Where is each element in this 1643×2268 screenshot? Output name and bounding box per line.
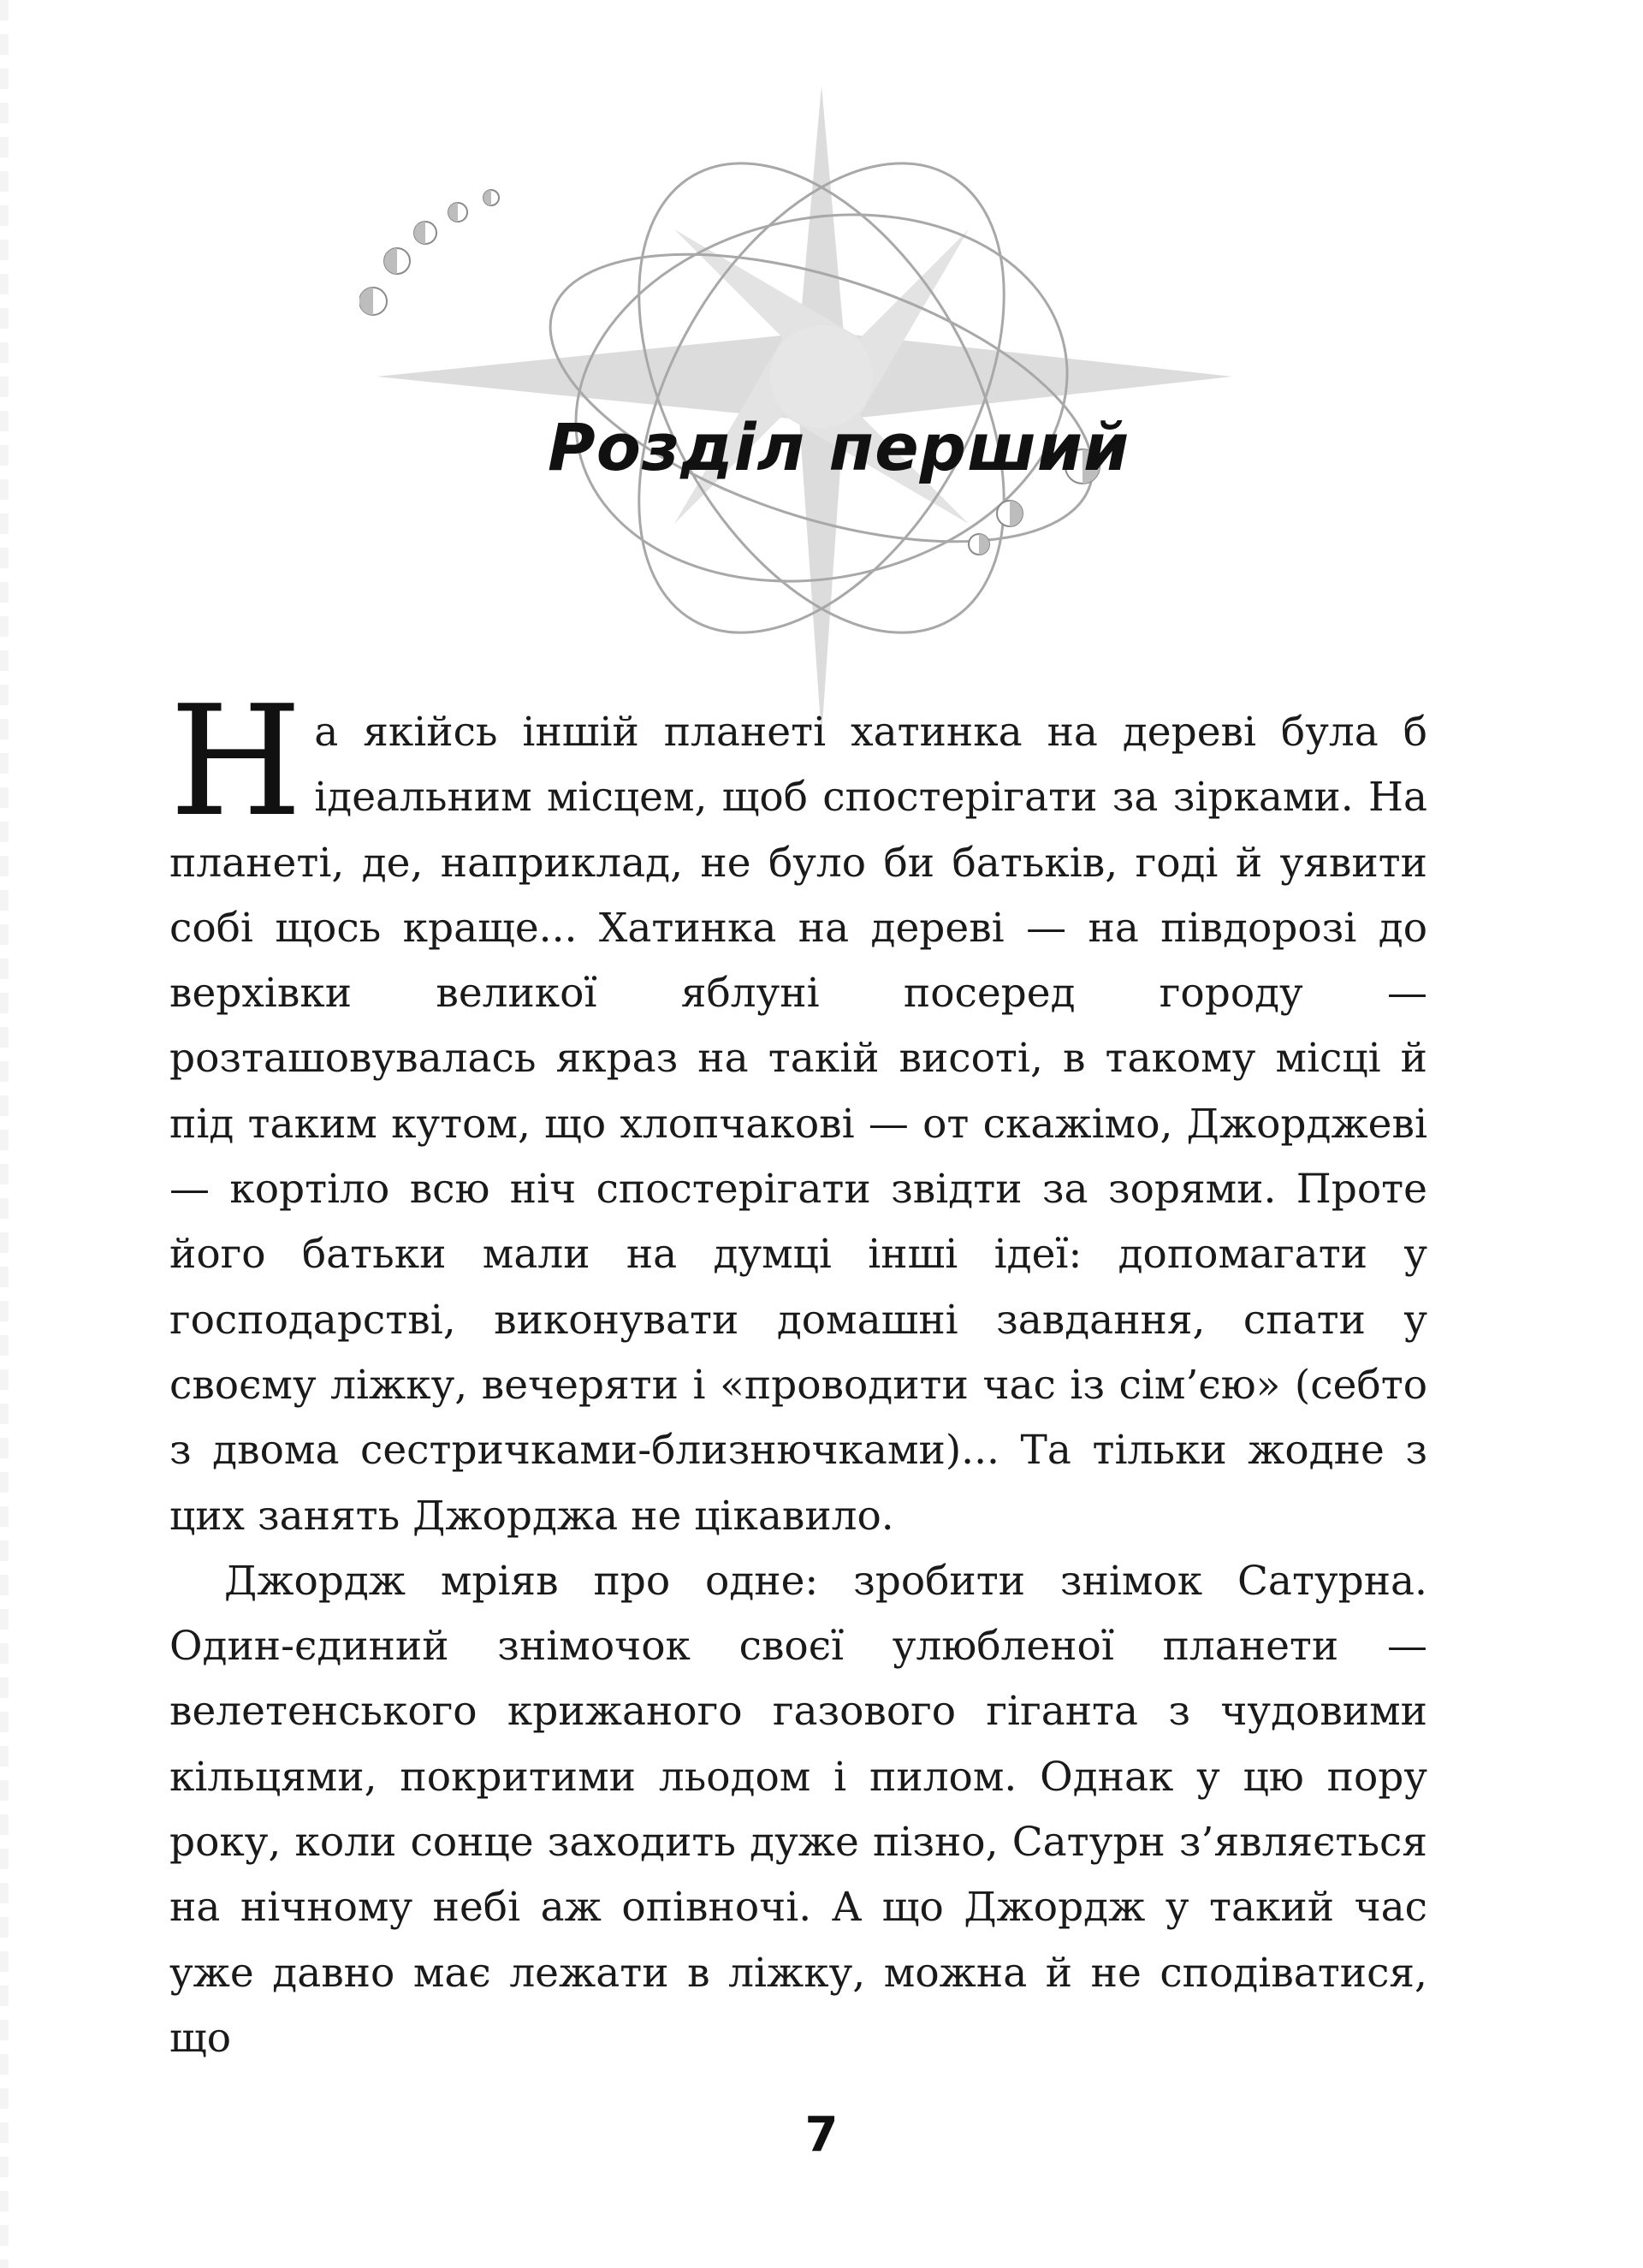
paragraph-first [169, 673, 1427, 1549]
page-edge [0, 0, 9, 2268]
page-number: 7 [804, 2107, 839, 2163]
chapter-title: Розділ перший [548, 409, 1130, 485]
body-text [169, 673, 1427, 2071]
paragraph-first-text: а якійсь іншій планеті хатинка на дереві була б ідеальним місцем, щоб спостерігати за зірками. На планеті, де, наприклад, не було би батьків, годі й уявити собі щось краще... Хатинка на дереві — на півдорозі до верхівки великої яблуні посеред городу — розташовувалась якраз на такій висоті, в такому місці й під таким кутом, що хлопчакові — от скажімо, Джорджеві — кортіло всю ніч спостерігати звідти за зорями. Проте його батьки мали на думці інші ідеї: допомагати у господарстві, виконувати домашні завдання, спати у своєму ліжку, вечеряти і «проводити час із сім’єю» (себто з двома сестричками-близнючками)... Та тільки жодне з цих занять Джорджа не цікавило. [169, 709, 1427, 1540]
paragraph-second: Джордж мріяв про одне: зробити знімок Сатурна. Один-єдиний знімочок своєї улюбленої планети — велетенського крижаного газового гіганта з чудовими кільцями, покритими льодом і пилом. Однак у цю пору року, коли сонце заходить дуже пізно, Сатурн з’являється на нічному небі аж опівночі. А що Джордж у такий час уже давно має лежати в ліжку, можна й не сподіватися, що [169, 1557, 1427, 2062]
drop-cap: Н [169, 673, 303, 850]
